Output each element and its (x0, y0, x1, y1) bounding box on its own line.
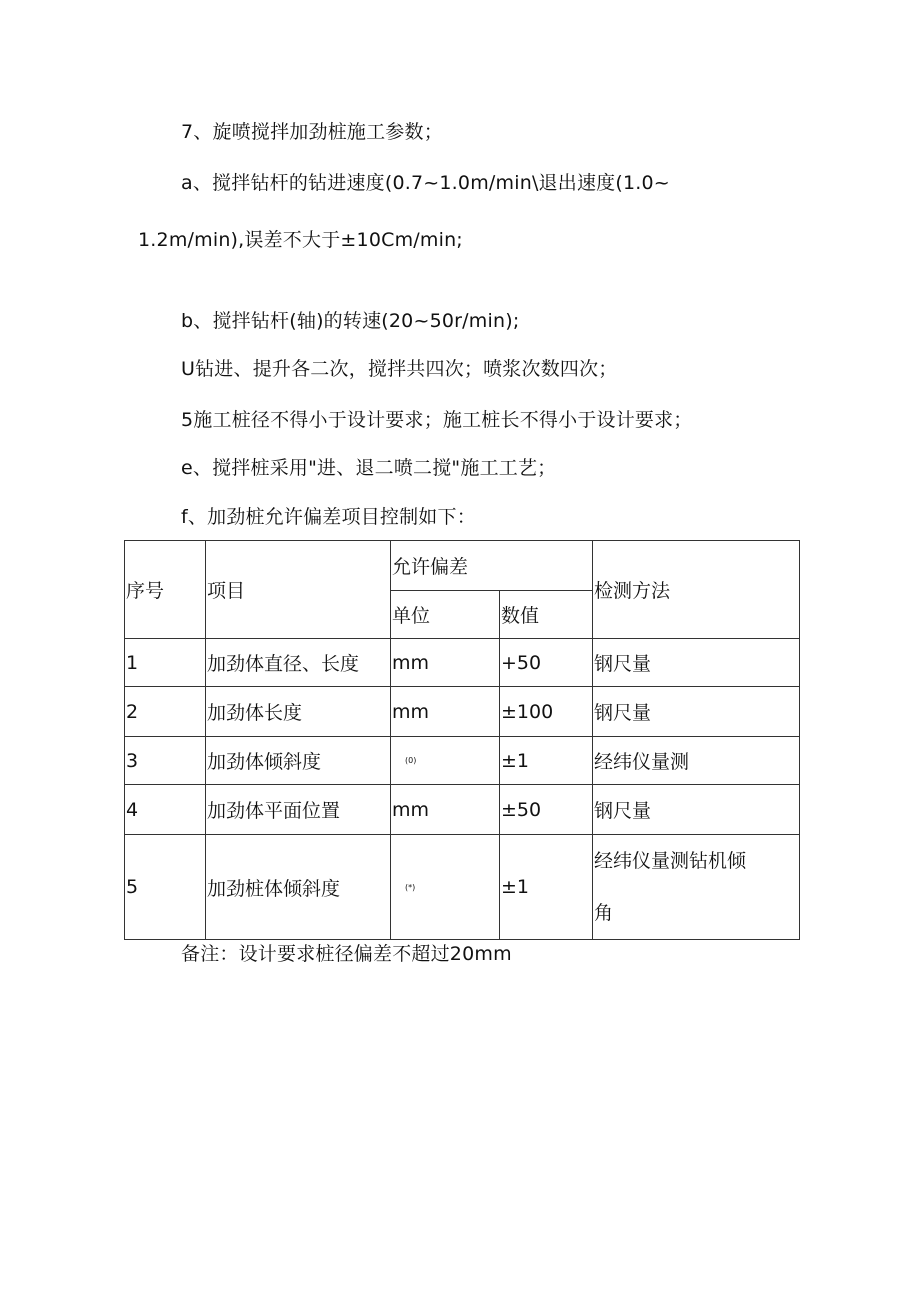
tolerance-table (124, 540, 800, 940)
cell-value: ±100 (500, 687, 593, 737)
cell-item: 加劲体长度 (206, 687, 391, 737)
cell-method-line2: 角 (594, 902, 614, 924)
header-tolerance: 允许偏差 (391, 541, 593, 591)
cell-unit: mm (391, 639, 500, 687)
table-row (125, 785, 800, 835)
cell-method: 经纬仪量测 (593, 737, 800, 785)
header-item: 项目 (206, 541, 391, 639)
cell-value: ±1 (500, 737, 593, 785)
cell-unit: (0) (391, 737, 500, 785)
cell-value: ±50 (500, 785, 593, 835)
cell-seq: 5 (125, 835, 206, 940)
cell-item: 加劲体平面位置 (206, 785, 391, 835)
header-method: 检测方法 (593, 541, 800, 639)
item-a-line1: a、搅拌钻杆的钻进速度(0.7~1.0m∕min\退出速度(1.0~ (181, 172, 670, 194)
note: 备注：设计要求桩径偏差不超过20mm (181, 943, 512, 965)
table-row (125, 639, 800, 687)
table-row (125, 737, 800, 785)
item-a-line2: 1.2m∕min),误差不大于±10Cm/min; (138, 229, 463, 251)
cell-method-line1: 经纬仪量测钻机倾 (594, 850, 747, 872)
item-c: U钻进、提升各二次，搅拌共四次；喷浆次数四次； (181, 358, 618, 380)
cell-seq: 2 (125, 687, 206, 737)
table-header-row (125, 541, 800, 591)
item-e: e、搅拌桩采用"进、退二喷二搅"施工工艺； (181, 457, 557, 479)
cell-method: 钢尺量 (593, 687, 800, 737)
section-heading: 7、旋喷搅拌加劲桩施工参数； (181, 121, 443, 143)
cell-value: +50 (500, 639, 593, 687)
cell-seq: 1 (125, 639, 206, 687)
cell-seq: 3 (125, 737, 206, 785)
item-d: 5施工桩径不得小于设计要求；施工桩长不得小于设计要求； (181, 409, 693, 431)
cell-method: 钢尺量 (593, 785, 800, 835)
cell-item: 加劲体倾斜度 (206, 737, 391, 785)
cell-unit: mm (391, 785, 500, 835)
header-seq: 序号 (125, 541, 206, 639)
cell-value: ±1 (500, 835, 593, 940)
cell-seq: 4 (125, 785, 206, 835)
table-row (125, 687, 800, 737)
cell-item: 加劲体直径、长度 (206, 639, 391, 687)
item-f: f、加劲桩允许偏差项目控制如下： (181, 506, 476, 528)
header-value: 数值 (500, 591, 593, 639)
item-b: b、搅拌钻杆(轴)的转速(20~50r∕min); (181, 310, 520, 332)
cell-method: 钢尺量 (593, 639, 800, 687)
cell-item: 加劲桩体倾斜度 (206, 835, 391, 940)
cell-unit: (*) (391, 835, 500, 940)
cell-method (593, 835, 800, 940)
cell-unit: mm (391, 687, 500, 737)
header-unit: 单位 (391, 591, 500, 639)
table-row (125, 835, 800, 940)
